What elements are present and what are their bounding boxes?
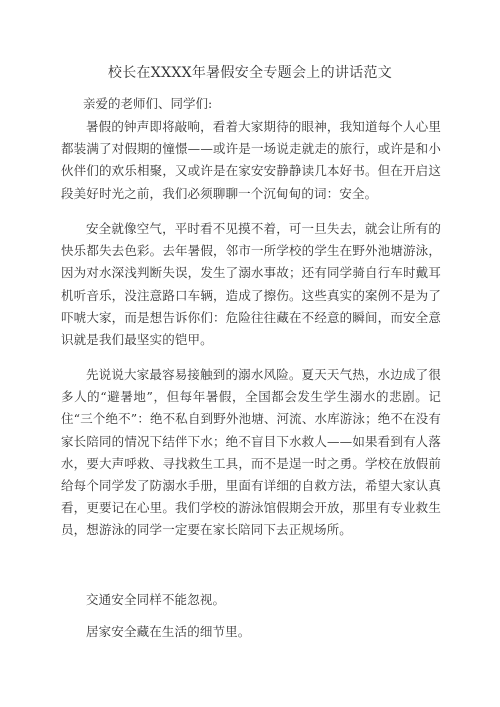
document-title: 校长在XXXX年暑假安全专题会上的讲话范文	[107, 65, 393, 81]
salutation: 亲爱的老师们、同学们:	[83, 96, 213, 111]
paragraph: 先说说大家最容易接触到的溺水风险。夏天天气热，水边成了很多人的“避暑地”，但每年暑假，全国都会发生学生溺水的悲剧。记住“三个绝不”：绝不私自到野外池塘、河流、水库游泳；绝不在没有家长陪同的情况下结伴下水；绝不盲目下水救人——如果看到有人落水，要大声呼救、寻找救生工具，而不是逞一时之勇。学校在放假前给每个同学发了防溺水手册，里面有详细的自救方法，希望大家认真看，更要记在心里。我们学校的游泳馆假期会开放，那里有专业救生员，想游泳的同学一定要在家长陪同下去正规场所。	[61, 367, 441, 538]
paragraph: 居家安全藏在生活的细节里。	[86, 624, 251, 639]
paragraph: 交通安全同样不能忽视。	[86, 592, 226, 607]
paragraph: 暑假的钟声即将敲响，看着大家期待的眼神，我知道每个人心里都装满了对假期的憧憬——或许是一场说走就走的旅行，或许是和小伙伴们的欢乐相聚，又或许是在家安安静静读几本好书。但在开启这段美好时光之前，我们必须聊聊一个沉甸甸的词：安全。	[61, 119, 441, 201]
paragraph: 安全就像空气，平时看不见摸不着，可一旦失去，就会让所有的快乐都失去色彩。去年暑假，邻市一所学校的学生在野外池塘游泳，因为对水深浅判断失误，发生了溺水事故；还有同学骑自行车时戴耳机听音乐，没注意路口车辆，造成了擦伤。这些真实的案例不是为了吓唬大家，而是想告诉你们：危险往往藏在不经意的瞬间，而安全意识就是我们最坚实的铠甲。	[61, 221, 441, 348]
